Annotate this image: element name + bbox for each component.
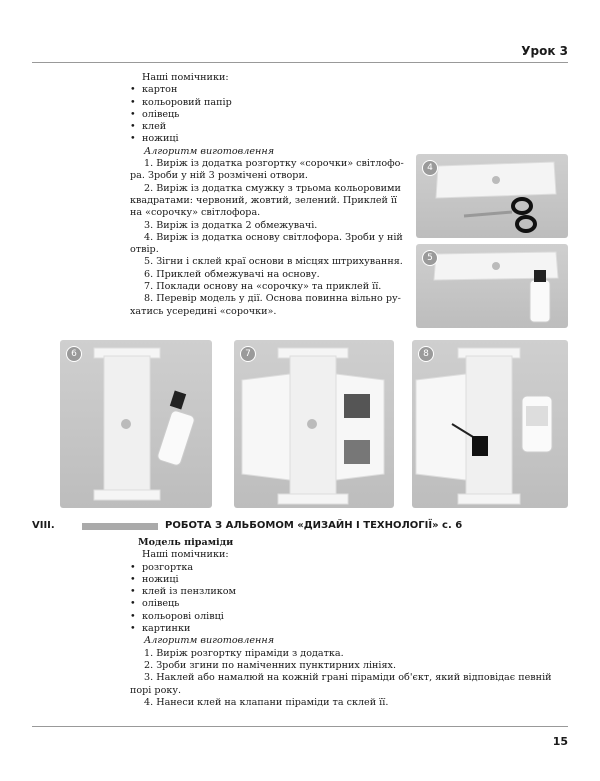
- photo-number-badge: 5: [422, 250, 438, 266]
- page-header-title: Урок 3: [521, 44, 568, 58]
- step-line: 2. Виріж із додатка смужку з трьома кольоровими: [144, 182, 401, 194]
- step-line: 5. Зігни і склей краї основи в місцях штрихування.: [144, 256, 403, 268]
- helpers-heading: Наші помічники:: [142, 72, 229, 83]
- shirt-assembly-illustration: [234, 340, 394, 508]
- step-line: 3. Наклей або намалюй на кожній грані піраміди об'єкт, який відповідає певній: [144, 672, 552, 684]
- helpers-list: [130, 84, 405, 145]
- list-item: • розгортка: [130, 562, 570, 574]
- list-item: • картинки: [130, 623, 570, 635]
- step-line: ра. Зроби у ній 3 розмічені отвори.: [130, 170, 308, 182]
- step-line: 3. Виріж із додатка 2 обмежувачі.: [144, 219, 318, 231]
- step-line: порі року.: [130, 684, 182, 696]
- step-line: на «сорочку» світлофора.: [130, 207, 261, 219]
- section-heading: [32, 520, 572, 534]
- section-roman-numeral: VIII.: [32, 520, 55, 531]
- step-line: 2. Зроби згини по наміченних пунктирних лініях.: [144, 659, 396, 671]
- photo-number-badge: 7: [240, 346, 256, 362]
- step-line: 8. Перевір модель у дії. Основа повинна вільно ру-: [144, 293, 401, 305]
- glue-bottle-illustration: [416, 244, 568, 328]
- step-line: 4. Виріж із додатка основу світлофора. Зроби у ній: [144, 231, 403, 243]
- photo-number-badge: 8: [418, 346, 434, 362]
- helpers-list: [130, 562, 570, 636]
- step-line: отвір.: [130, 244, 159, 256]
- base-strip-illustration: [60, 340, 212, 508]
- list-item: • ножиці: [130, 133, 405, 145]
- photo-number-badge: 4: [422, 160, 438, 176]
- scissors-illustration: [416, 154, 568, 238]
- list-item: • ножиці: [130, 574, 570, 586]
- step-line: 1. Виріж із додатка розгортку «сорочки» світлофо-: [144, 158, 404, 170]
- subheading: Модель піраміди: [138, 537, 234, 548]
- list-item: • клей із пензликом: [130, 586, 570, 598]
- step-line: 6. Приклей обмежувачі на основу.: [144, 268, 320, 280]
- step-line: квадратами: червоний, жовтий, зелений. Приклей її: [130, 194, 398, 206]
- step-line: хатись усередині «сорочки».: [130, 305, 277, 317]
- helpers-heading: Наші помічники:: [142, 549, 229, 561]
- list-item: • олівець: [130, 598, 570, 610]
- list-item: • кольоровий папір: [130, 97, 405, 109]
- footer-rule: [32, 726, 568, 727]
- step-line: 4. Нанеси клей на клапани піраміди та склей її.: [144, 696, 389, 708]
- algorithm-heading: Алгоритм виготовлення: [144, 635, 275, 647]
- step-line: 1. Виріж розгортку піраміди з додатка.: [144, 647, 344, 659]
- step-line: 7. Поклади основу на «сорочку» та приклей її.: [144, 281, 382, 293]
- photo-8: [412, 340, 568, 508]
- photo-number-badge: 6: [66, 346, 82, 362]
- section-bar: [82, 523, 158, 530]
- photo-5: [416, 244, 568, 328]
- part1-text: [130, 72, 405, 318]
- list-item: • картон: [130, 84, 405, 96]
- list-item: • олівець: [130, 109, 405, 121]
- section-title: РОБОТА З АЛЬБОМОМ «ДИЗАЙН І ТЕХНОЛОГІЇ» с. 6: [165, 520, 463, 531]
- page-number: 15: [552, 735, 568, 748]
- header-rule: [32, 62, 568, 63]
- algorithm-heading: Алгоритм виготовлення: [144, 145, 275, 157]
- photo-4: [416, 154, 568, 238]
- list-item: • клей: [130, 121, 405, 133]
- glue-brush-illustration: [412, 340, 568, 508]
- photo-6: [60, 340, 212, 508]
- list-item: • кольорові олівці: [130, 611, 570, 623]
- part2-text: [130, 537, 570, 709]
- photo-7: [234, 340, 394, 508]
